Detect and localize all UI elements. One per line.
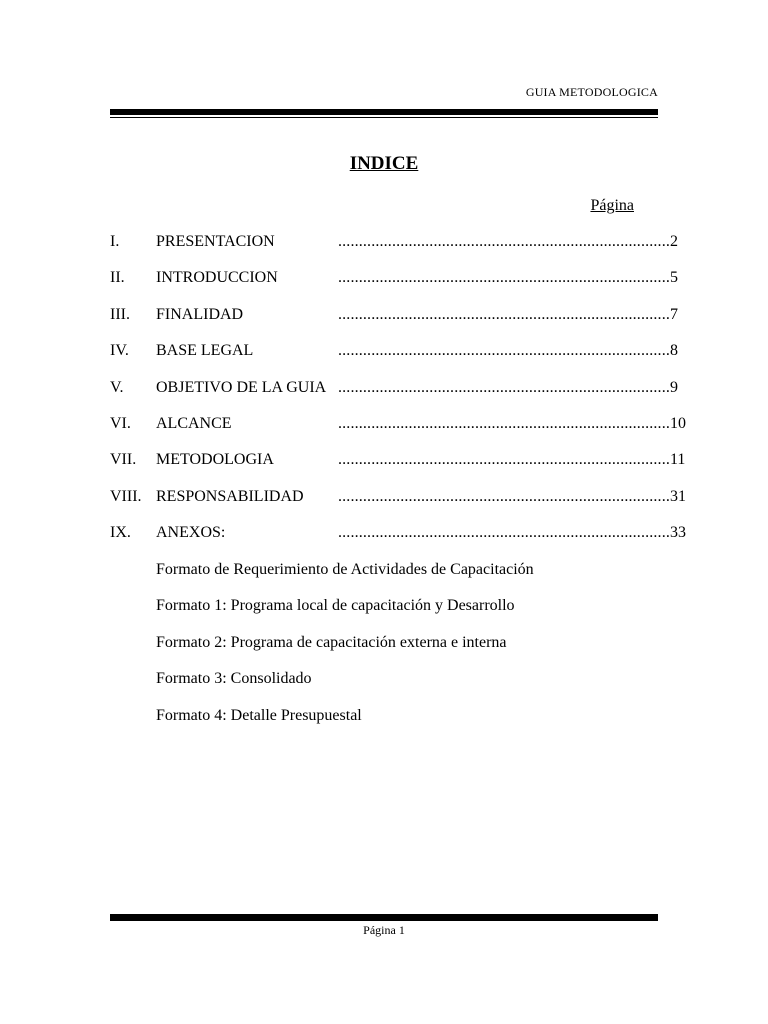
toc-entry-title: FINALIDAD — [156, 305, 244, 323]
toc-entry-number: II. — [110, 269, 125, 287]
annex-item: Formato 2: Programa de capacitación externa e interna — [156, 633, 507, 651]
table-of-contents — [110, 232, 686, 560]
toc-entry-page: 11 — [670, 451, 686, 469]
toc-entry-title: RESPONSABILIDAD — [156, 487, 304, 505]
toc-entry-page: 8 — [670, 342, 678, 360]
toc-entry-title: BASE LEGAL — [156, 342, 254, 360]
toc-entry-title: ALCANCE — [156, 414, 232, 432]
toc-entry-number: VII. — [110, 451, 137, 469]
toc-entry-page: 5 — [670, 269, 678, 287]
toc-entry-page: 2 — [670, 233, 678, 250]
toc-entry-title: METODOLOGIA — [156, 451, 274, 469]
annex-list — [156, 560, 534, 742]
toc-entry: IV. BASE LEGAL ................................................................................8 — [110, 342, 678, 360]
toc-entry-title: ANEXOS: — [156, 524, 226, 542]
annex-item: Formato 1: Programa local de capacitación y Desarrollo — [156, 597, 515, 615]
page-title: INDICE — [349, 153, 419, 174]
toc-entry-number: III. — [110, 305, 130, 323]
toc-entry: VI. ALCANCE ................................................................................10 — [110, 414, 686, 432]
toc-entry: III. FINALIDAD ................................................................................7 — [110, 305, 678, 323]
toc-entry-number: VI. — [110, 414, 131, 432]
toc-entry-number: V. — [110, 378, 124, 396]
annex-item: Formato de Requerimiento de Actividades de Capacitación — [156, 561, 534, 578]
footer-rule — [110, 914, 658, 921]
toc-entry: I. PRESENTACION ................................................................................2 — [110, 233, 678, 250]
toc-entry-title: PRESENTACION — [156, 233, 275, 250]
toc-entry: II. INTRODUCCION ................................................................................5 — [110, 269, 678, 287]
toc-entry: V. OBJETIVO DE LA GUIA ................................................................................9 — [110, 378, 678, 396]
toc-entry-page: 7 — [670, 305, 678, 323]
toc-entry-page: 33 — [670, 524, 686, 542]
toc-entry: IX. ANEXOS: ................................................................................33 — [110, 524, 686, 542]
toc-entry-title: OBJETIVO DE LA GUIA — [156, 378, 327, 396]
toc-entry: VII. METODOLOGIA ................................................................................11 — [110, 451, 686, 469]
toc-entry-number: IX. — [110, 524, 131, 542]
running-header: GUIA METODOLOGICA — [525, 85, 658, 99]
header-rule-thin — [110, 117, 658, 118]
toc-entry-page: 10 — [670, 414, 686, 432]
header-rule — [110, 109, 658, 115]
toc-entry-title: INTRODUCCION — [156, 269, 278, 287]
annex-item: Formato 3: Consolidado — [156, 670, 312, 688]
toc-entry-page: 9 — [670, 378, 678, 396]
toc-entry-number: IV. — [110, 342, 129, 360]
footer-page-number: Página 1 — [363, 923, 405, 937]
annex-item: Formato 4: Detalle Presupuestal — [156, 706, 362, 724]
toc-entry-number: VIII. — [110, 487, 142, 505]
toc-entry-page: 31 — [670, 487, 686, 505]
toc-entry-number: I. — [110, 233, 120, 250]
page-column-label: Página — [590, 197, 634, 214]
toc-entry: VIII. RESPONSABILIDAD ................................................................................31 — [110, 487, 686, 505]
